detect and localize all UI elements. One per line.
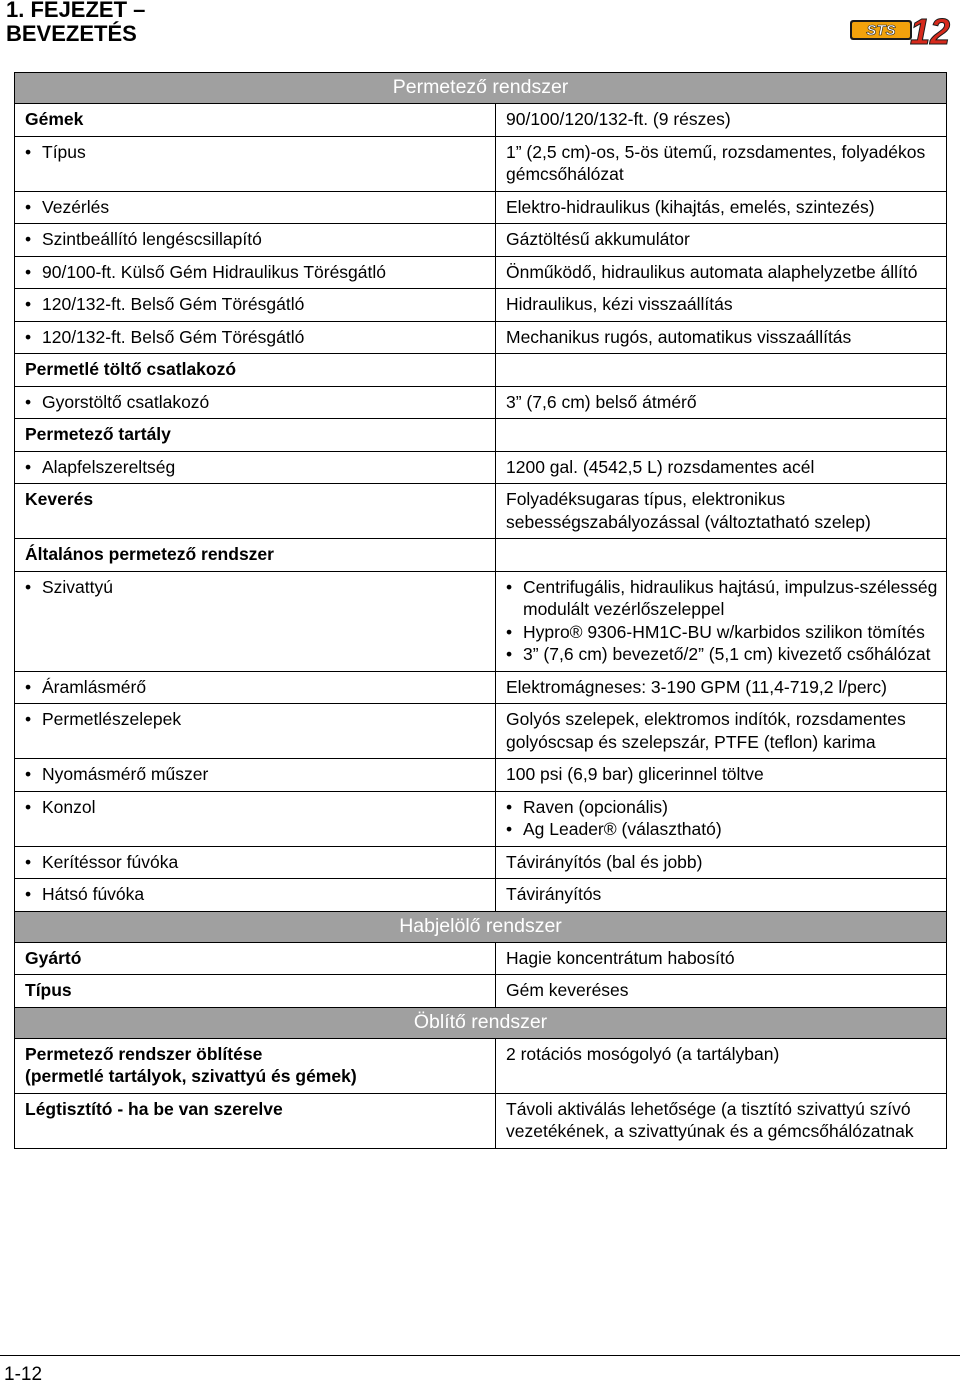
spec-label-line: • Kerítéssor fúvóka [25, 851, 489, 874]
spec-label [15, 571, 496, 671]
spec-value-item: • Ag Leader® (választható) [506, 818, 940, 841]
section-title: Permetező rendszer [15, 73, 947, 104]
spec-label [15, 539, 496, 572]
spec-label-line: • Konzol [25, 796, 489, 819]
spec-row [15, 419, 947, 452]
spec-label-line: • 120/132-ft. Belső Gém Törésgátló [25, 326, 489, 349]
spec-label [15, 1038, 496, 1093]
spec-label [15, 136, 496, 191]
spec-row [15, 386, 947, 419]
spec-value [496, 759, 947, 792]
spec-row [15, 256, 947, 289]
spec-value [496, 1038, 947, 1093]
spec-row [15, 1038, 947, 1093]
spec-row [15, 451, 947, 484]
spec-value [496, 539, 947, 572]
spec-value-item: 1200 gal. (4542,5 L) rozsdamentes acél [506, 456, 815, 477]
spec-label [15, 104, 496, 137]
spec-label-line: • Nyomásmérő műszer [25, 763, 489, 786]
spec-row [15, 354, 947, 387]
spec-label-line: • Permetlészelepek [25, 708, 489, 731]
section-header [15, 1007, 947, 1038]
spec-label [15, 942, 496, 975]
spec-value-item: • Centrifugális, hidraulikus hajtású, impulzus-szélesség modulált vezérlőszeleppel [506, 576, 940, 621]
spec-value-item: • Hypro® 9306-HM1C-BU w/karbidos szilikon tömítés [506, 621, 940, 644]
spec-value-item: • 3” (7,6 cm) bevezető/2” (5,1 cm) kivezető csőhálózat [506, 643, 940, 666]
spec-value [496, 671, 947, 704]
spec-value-item: 3” (7,6 cm) belső átmérő [506, 391, 697, 412]
spec-label-line: • Szintbeállító lengéscsillapító [25, 228, 489, 251]
spec-label [15, 484, 496, 539]
spec-label-line: • Vezérlés [25, 196, 489, 219]
spec-label-line: Légtisztító - ha be van szerelve [25, 1098, 283, 1119]
spec-label-line: • Gyorstöltő csatlakozó [25, 391, 489, 414]
footer-rule [0, 1355, 960, 1356]
spec-value-item: Önműködő, hidraulikus automata alaphelyzetbe állító [506, 261, 918, 282]
spec-value [496, 791, 947, 846]
spec-row [15, 136, 947, 191]
chapter-title-line-1: 1. FEJEZET – [6, 0, 146, 22]
spec-label [15, 704, 496, 759]
spec-value-item: Hagie koncentrátum habosító [506, 947, 735, 968]
spec-value-item: Távirányítós (bal és jobb) [506, 851, 703, 872]
spec-value-item: Mechanikus rugós, automatikus visszaállítás [506, 326, 852, 347]
spec-value [496, 451, 947, 484]
spec-value-item: Elektro-hidraulikus (kihajtás, emelés, szintezés) [506, 196, 875, 217]
spec-label-line: Gyártó [25, 947, 82, 968]
spec-value [496, 879, 947, 912]
spec-label [15, 879, 496, 912]
spec-label [15, 191, 496, 224]
spec-value-item: Távirányítós [506, 884, 602, 904]
spec-label-line: • 120/132-ft. Belső Gém Törésgátló [25, 293, 489, 316]
spec-label-line: Keverés [25, 489, 94, 509]
spec-value-item: 90/100/120/132-ft. (9 részes) [506, 109, 731, 129]
spec-label-line: • Alapfelszereltség [25, 456, 489, 479]
spec-label [15, 419, 496, 452]
page-number: 1-12 [4, 1364, 43, 1385]
spec-label [15, 975, 496, 1008]
spec-value-item: Távoli aktiválás lehetősége (a tisztító szivattyú szívó vezetékének, a szivattyúnak és a gémcsőhálózatnak [506, 1098, 914, 1141]
spec-label-line: Típus [25, 980, 72, 1000]
spec-label-line: Gémek [25, 109, 84, 129]
spec-value-item: Folyadéksugaras típus, elektronikus sebességszabályozással (változtatható szelep) [506, 489, 871, 532]
chapter-title [6, 0, 145, 46]
spec-label-line: Permetező tartály [25, 424, 171, 444]
spec-value-item: Gáztöltésű akkumulátor [506, 229, 690, 249]
specification-table [14, 72, 947, 1149]
spec-label [15, 321, 496, 354]
spec-value [496, 104, 947, 137]
spec-row [15, 321, 947, 354]
spec-label [15, 224, 496, 257]
spec-row [15, 104, 947, 137]
spec-value [496, 354, 947, 387]
spec-label-line: Általános permetező rendszer [25, 544, 274, 564]
spec-value [496, 256, 947, 289]
spec-label-line: • Szivattyú [25, 576, 489, 599]
spec-row [15, 975, 947, 1008]
sts12-logo [848, 8, 954, 50]
spec-label [15, 1093, 496, 1148]
spec-value [496, 224, 947, 257]
spec-value [496, 484, 947, 539]
spec-value-item: Elektromágneses: 3-190 GPM (11,4-719,2 l/perc) [506, 676, 887, 697]
spec-row [15, 704, 947, 759]
spec-label-line: Permetező rendszer öblítése [25, 1043, 263, 1064]
spec-row [15, 846, 947, 879]
spec-row [15, 289, 947, 322]
spec-value-item: Gém keveréses [506, 980, 629, 1000]
spec-label [15, 256, 496, 289]
spec-value-item: 2 rotációs mosógolyó (a tartályban) [506, 1043, 780, 1064]
spec-row [15, 671, 947, 704]
spec-value [496, 846, 947, 879]
spec-value [496, 1093, 947, 1148]
spec-row [15, 191, 947, 224]
chapter-title-line-2: BEVEZETÉS [6, 21, 137, 46]
spec-row [15, 484, 947, 539]
spec-label [15, 451, 496, 484]
spec-value [496, 136, 947, 191]
spec-label-line: • 90/100-ft. Külső Gém Hidraulikus Törésgátló [25, 261, 489, 284]
spec-label [15, 846, 496, 879]
spec-value [496, 942, 947, 975]
spec-label-line: (permetlé tartályok, szivattyú és gémek) [25, 1066, 357, 1086]
spec-value-item: Hidraulikus, kézi visszaállítás [506, 294, 733, 314]
spec-row [15, 759, 947, 792]
spec-row [15, 571, 947, 671]
section-title: Öblítő rendszer [15, 1007, 947, 1038]
spec-row [15, 224, 947, 257]
spec-value [496, 704, 947, 759]
spec-label-line: • Hátsó fúvóka [25, 883, 489, 906]
spec-value-item: 1” (2,5 cm)-os, 5-ös ütemű, rozsdamentes, folyadékos gémcsőhálózat [506, 141, 926, 184]
spec-row [15, 1093, 947, 1148]
spec-value-item: Golyós szelepek, elektromos indítók, rozsdamentes golyóscsap és szelepszár, PTFE (teflon) karima [506, 709, 906, 752]
spec-value-item: • Raven (opcionális) [506, 796, 940, 819]
spec-label-line: • Típus [25, 141, 489, 164]
spec-label [15, 791, 496, 846]
spec-label-line: • Áramlásmérő [25, 676, 489, 699]
section-title: Habjelölő rendszer [15, 911, 947, 942]
spec-value [496, 386, 947, 419]
spec-row [15, 539, 947, 572]
spec-label [15, 671, 496, 704]
section-header [15, 73, 947, 104]
spec-value [496, 571, 947, 671]
spec-label [15, 759, 496, 792]
spec-label [15, 386, 496, 419]
spec-label-line: Permetlé töltő csatlakozó [25, 359, 237, 379]
spec-label [15, 354, 496, 387]
spec-value [496, 191, 947, 224]
spec-value [496, 321, 947, 354]
spec-row [15, 942, 947, 975]
spec-value [496, 419, 947, 452]
spec-value [496, 975, 947, 1008]
spec-value-item: 100 psi (6,9 bar) glicerinnel töltve [506, 764, 764, 784]
spec-label [15, 289, 496, 322]
spec-row [15, 791, 947, 846]
logo-number: 12 [909, 11, 951, 50]
spec-value [496, 289, 947, 322]
spec-row [15, 879, 947, 912]
logo-text: STS [866, 22, 896, 39]
section-header [15, 911, 947, 942]
